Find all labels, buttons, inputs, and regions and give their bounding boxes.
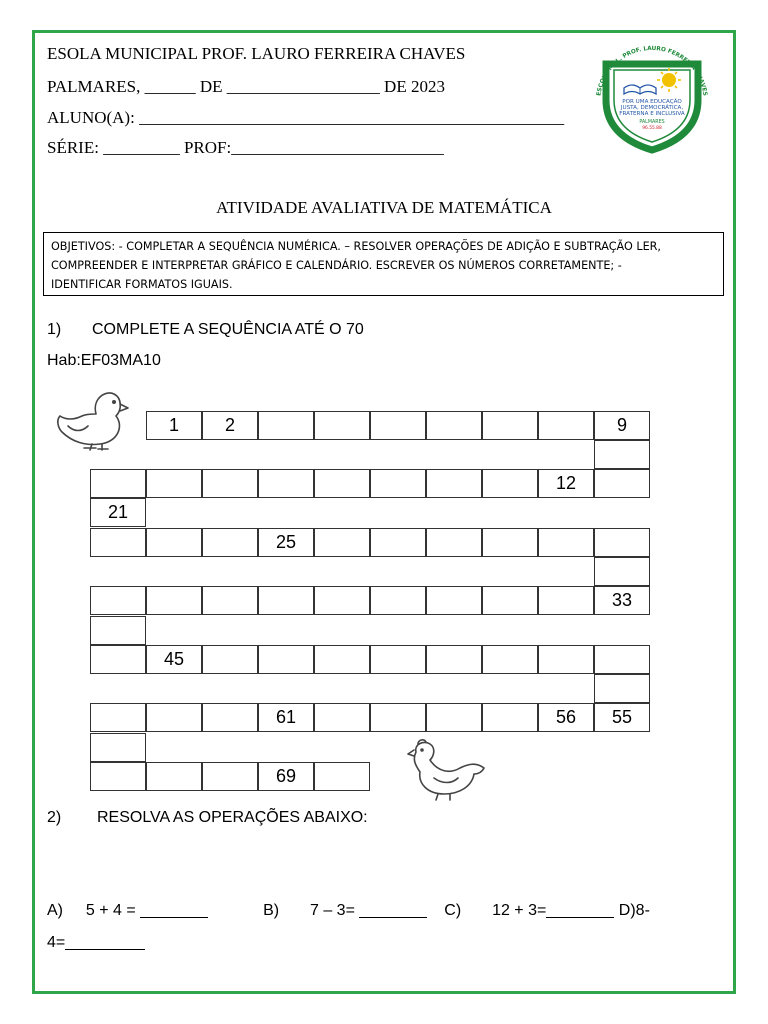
chick-icon	[52, 386, 130, 452]
sequence-cell-27[interactable]	[370, 528, 426, 557]
sequence-cell-70[interactable]	[314, 762, 370, 791]
sequence-cell-60[interactable]	[314, 703, 370, 732]
sequence-cell-17[interactable]	[258, 469, 314, 498]
op-b-answer-blank[interactable]	[359, 903, 427, 918]
sequence-cell-65[interactable]	[90, 733, 146, 762]
activity-title: ATIVIDADE AVALIATIVA DE MATEMÁTICA	[216, 198, 552, 217]
sequence-cell-32[interactable]	[594, 557, 650, 586]
student-name-line: ALUNO(A): __________________________________________________	[47, 108, 565, 127]
sequence-cell-45[interactable]: 45	[146, 645, 202, 674]
sequence-cell-34[interactable]	[538, 586, 594, 615]
sequence-cell-39[interactable]	[258, 586, 314, 615]
sequence-cell-62[interactable]	[202, 703, 258, 732]
sequence-cell-58[interactable]	[426, 703, 482, 732]
sequence-cell-8[interactable]	[538, 411, 594, 440]
op-b-expression: 7 – 3=	[309, 902, 360, 919]
sequence-cell-37[interactable]	[370, 586, 426, 615]
op-d-part-2: 4=	[47, 934, 66, 951]
sequence-cell-18[interactable]	[202, 469, 258, 498]
sequence-cell-53[interactable]	[594, 645, 650, 674]
sequence-cell-59[interactable]	[370, 703, 426, 732]
date-line: PALMARES, ______ DE __________________ DE 2023	[47, 77, 445, 96]
sequence-cell-48[interactable]	[314, 645, 370, 674]
op-d-part-1: D)8-	[618, 902, 650, 919]
question-2-text: RESOLVA AS OPERAÇÕES ABAIXO:	[97, 809, 368, 826]
grade-teacher-line: SÉRIE: _________ PROF:_________________________	[47, 138, 444, 157]
op-a-label: A)	[47, 902, 63, 919]
sequence-cell-28[interactable]	[426, 528, 482, 557]
school-name: ESOLA MUNICIPAL PROF. LAURO FERREIRA CHAVES	[47, 44, 466, 63]
op-c-expression: 12 + 3=	[492, 902, 547, 919]
question-2-number: 2)	[47, 809, 62, 826]
sequence-cell-29[interactable]	[482, 528, 538, 557]
sequence-cell-49[interactable]	[370, 645, 426, 674]
sequence-cell-16[interactable]	[314, 469, 370, 498]
sequence-cell-30[interactable]	[538, 528, 594, 557]
sequence-cell-55[interactable]: 55	[594, 703, 650, 732]
objectives-line-1: OBJETIVOS: - COMPLETAR A SEQUÊNCIA NUMÉRICA. – RESOLVER OPERAÇÕES DE ADIÇÃO E SUBTRAÇÃO LER,	[51, 240, 661, 253]
sequence-cell-68[interactable]	[202, 762, 258, 791]
sequence-cell-24[interactable]	[202, 528, 258, 557]
objectives-line-3: IDENTIFICAR FORMATOS IGUAIS.	[51, 278, 233, 291]
sequence-cell-3[interactable]	[258, 411, 314, 440]
sequence-cell-66[interactable]	[90, 762, 146, 791]
op-c-answer-blank[interactable]	[546, 903, 614, 918]
svg-text:PALMARES: PALMARES	[639, 120, 665, 125]
sequence-cell-67[interactable]	[146, 762, 202, 791]
sequence-cell-47[interactable]	[258, 645, 314, 674]
objectives-line-2: COMPREENDER E INTERPRETAR GRÁFICO E CALENDÁRIO. ESCREVER OS NÚMEROS CORRETAMENTE; -	[51, 259, 622, 272]
sequence-cell-40[interactable]	[202, 586, 258, 615]
sequence-cell-26[interactable]	[314, 528, 370, 557]
sequence-cell-44[interactable]	[90, 645, 146, 674]
op-b-label: B)	[263, 902, 280, 919]
question-1-skill-code: Hab:EF03MA10	[47, 352, 161, 369]
sequence-cell-46[interactable]	[202, 645, 258, 674]
hen-icon	[398, 738, 490, 802]
sequence-cell-21[interactable]: 21	[90, 498, 146, 527]
sequence-cell-56[interactable]: 56	[538, 703, 594, 732]
svg-text:ESCOLA MUL. PROF. LAURO FERREI: ESCOLA MUL. PROF. LAURO FERREIRA CHAVES	[596, 45, 708, 97]
op-c-label: C)	[444, 902, 462, 919]
sequence-cell-2[interactable]: 2	[202, 411, 258, 440]
svg-text:96.55.88: 96.55.88	[642, 126, 662, 131]
sequence-cell-12[interactable]: 12	[538, 469, 594, 498]
sequence-cell-31[interactable]	[594, 528, 650, 557]
op-a-expression: 5 + 4 =	[85, 902, 141, 919]
sequence-cell-38[interactable]	[314, 586, 370, 615]
sequence-cell-7[interactable]	[482, 411, 538, 440]
op-d-answer-blank[interactable]	[65, 935, 145, 950]
sequence-cell-51[interactable]	[482, 645, 538, 674]
sequence-cell-63[interactable]	[146, 703, 202, 732]
sequence-cell-6[interactable]	[426, 411, 482, 440]
sequence-cell-64[interactable]	[90, 703, 146, 732]
sequence-cell-69[interactable]: 69	[258, 762, 314, 791]
sequence-cell-52[interactable]	[538, 645, 594, 674]
sequence-cell-13[interactable]	[482, 469, 538, 498]
sequence-cell-23[interactable]	[146, 528, 202, 557]
question-1-number: 1)	[47, 321, 62, 338]
sequence-cell-5[interactable]	[370, 411, 426, 440]
sequence-cell-9[interactable]: 9	[594, 411, 650, 440]
sequence-cell-50[interactable]	[426, 645, 482, 674]
sequence-cell-54[interactable]	[594, 674, 650, 703]
sequence-cell-22[interactable]	[90, 528, 146, 557]
sequence-cell-35[interactable]	[482, 586, 538, 615]
sequence-cell-15[interactable]	[370, 469, 426, 498]
sequence-cell-4[interactable]	[314, 411, 370, 440]
sequence-cell-41[interactable]	[146, 586, 202, 615]
operations-line-2	[47, 934, 145, 952]
op-a-answer-blank[interactable]	[140, 903, 208, 918]
sequence-cell-61[interactable]: 61	[258, 703, 314, 732]
svg-text:JUSTA, DEMOCRÁTICA,: JUSTA, DEMOCRÁTICA,	[620, 105, 684, 111]
svg-text:POR UMA EDUCAÇÃO: POR UMA EDUCAÇÃO	[622, 99, 682, 105]
sequence-cell-43[interactable]	[90, 616, 146, 645]
operations-line	[47, 902, 650, 920]
sequence-cell-25[interactable]: 25	[258, 528, 314, 557]
sequence-cell-1[interactable]: 1	[146, 411, 202, 440]
sequence-cell-57[interactable]	[482, 703, 538, 732]
school-logo	[584, 32, 720, 154]
sequence-cell-33[interactable]: 33	[594, 586, 650, 615]
question-1-text: COMPLETE A SEQUÊNCIA ATÉ O 70	[92, 321, 364, 338]
objectives-box	[43, 232, 724, 296]
sequence-cell-10[interactable]	[594, 440, 650, 469]
sequence-cell-14[interactable]	[426, 469, 482, 498]
sequence-cell-11[interactable]	[594, 469, 650, 498]
sequence-cell-42[interactable]	[90, 586, 146, 615]
svg-text:FRATERNA E INCLUSIVA: FRATERNA E INCLUSIVA	[619, 111, 685, 117]
sequence-cell-19[interactable]	[146, 469, 202, 498]
sequence-cell-36[interactable]	[426, 586, 482, 615]
sequence-cell-20[interactable]	[90, 469, 146, 498]
